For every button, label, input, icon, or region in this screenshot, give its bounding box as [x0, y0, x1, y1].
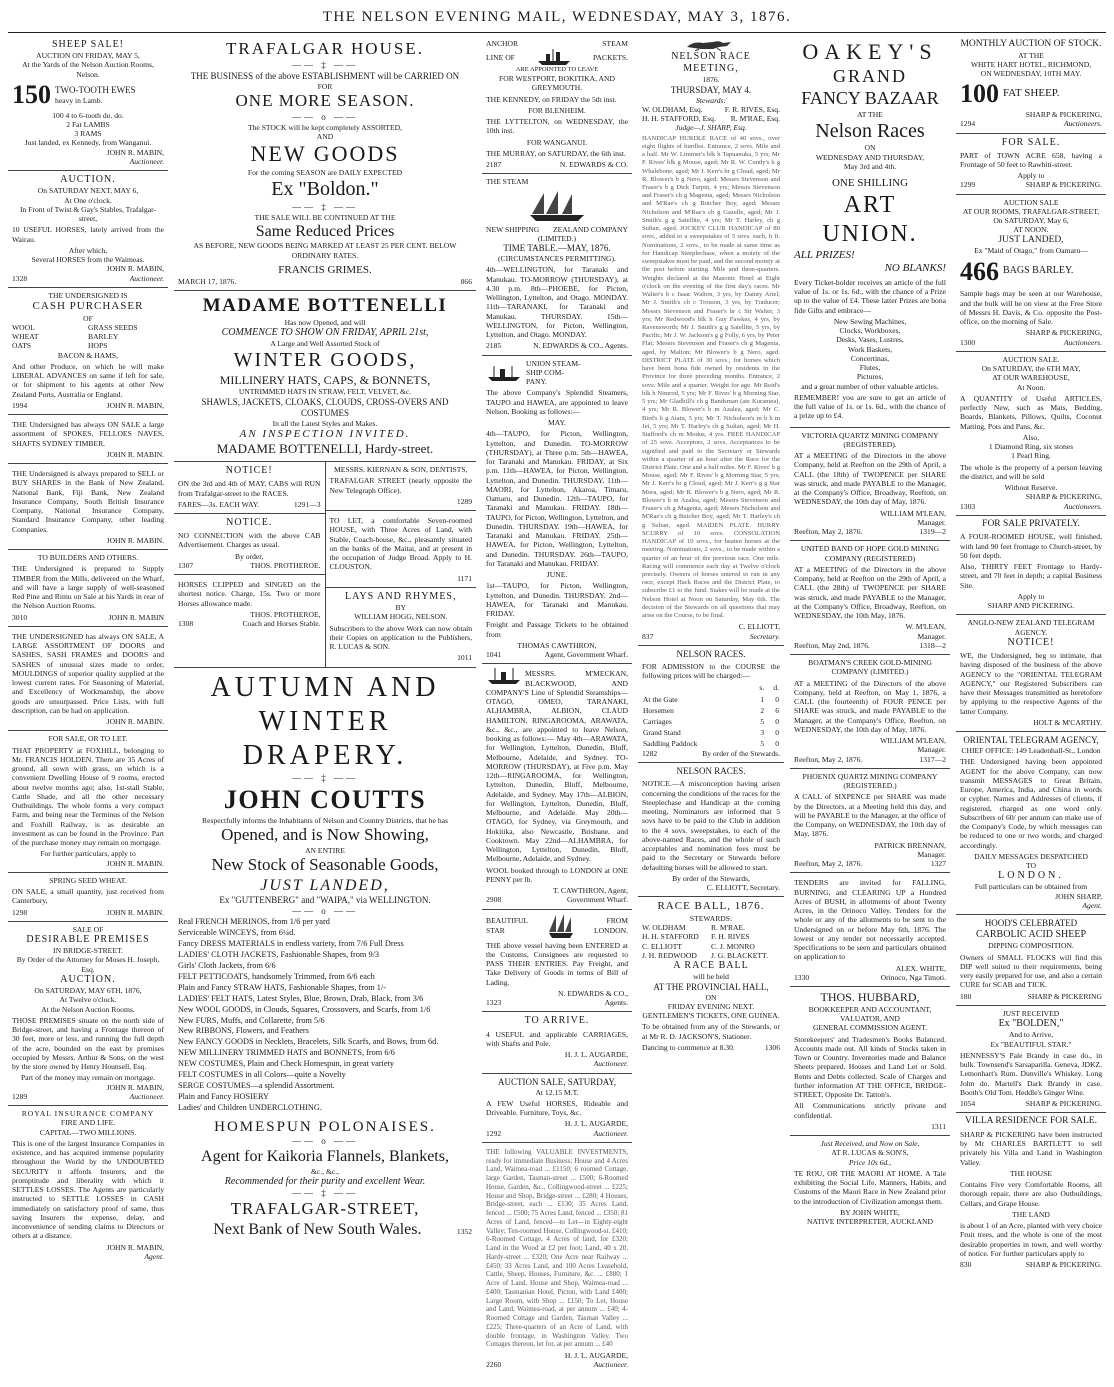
column-6 [956, 36, 1106, 1381]
ad-royal-insurance: ROYAL INSURANCE COMPANY FIRE AND LIFE. CAPITAL—TWO MILLIONS. This is one of the largest Insurance Companies in existence, and has acquired immense popularity throughout the World by the UNDOUBTED SECURITY it affords Insurers, and the promptitude and liberality with which it SETTLES LOSSES. The Agents are particularly instructed to SETTLE LOSSES in CASH immediately on satisfactory proof of same, thus saving Insurers the expense, delay, and inconvenience of sending claims to Directors or others at a distance. JOHN R. MABIN, Agent. [12, 1109, 164, 1261]
ornament-divider: —— ‡ —— [292, 59, 358, 70]
steamship-icon [486, 667, 522, 685]
ad-seed-wheat: SPRING SEED WHEAT. ON SALE, a small quantity, just received from Canterbury, 1298 JOHN R. MABIN. [8, 873, 168, 922]
ad-auction-horses: AUCTION. On SATURDAY NEXT, MAY 6, At One o'clock. In Front of Twist & Gay's Stables, Trafalgar-street, 10 USEFUL HORSES, lately arrived from the Wairau. After which, Several HORSES from the Waimeas. JOHN R. MABIN, 1328 Auctioneer. [8, 171, 168, 288]
ad-notice-cabs: NOTICE! ON the 3rd and 4th of MAY, CABS will RUN from Trafalgar-street to the RACES. FARES—3s. EACH WAY. 1291—3 [174, 462, 325, 514]
ad-beautiful-star: BEAUTIFUL STAR FROM LONDON. THE above vessel having been ENTERED at the Customs, Consignees are requested to PASS THEIR ENTRIES. Pay Freight, and Take Delivery of Goods in terms of Bill of Lading. N. EDWARDS & CO., 1323 Agents. [482, 910, 632, 1013]
column-4 [638, 36, 784, 1381]
ad-oakeys-bazaar: OAKEY'S GRAND FANCY BAZAAR AT THE Nelson Races ON WEDNESDAY AND THURSDAY, May 3rd and 4th. ONE SHILLING ART UNION. ALL PRIZES! NO BLANKS! Every Ticket-holder receives an article of the full value of 1s. or 1s. 6d., with the chance of a Prize up to the value of £4. These latter Prizes are bona fide Gifts and embrace— New Sewing Machines, Clocks, Workboxes, Desks, Vases, Lustres, Work Baskets, Concertinas, Flutes, Pictures, and a great number of other valuable articles. REMEMBER! you are sure to get an article of the full value of 1s. or 1s. 6d., with the chance of a prize up to £4. [790, 36, 950, 428]
ad-john-coutts: AUTUMN AND WINTER DRAPERY. —— ‡ —— JOHN COUTTS Respectfully informs the Inhabitants of Nelson and Country Districts, that he has Opened, and is Now Showing, AN ENTIRE New Stock of Seasonable Goods, JUST LANDED, Ex "GUTTENBERG" and "WAIPA," via WELLINGTON. —— o —— Real FRENCH MERINOS, from 1/6 per yard Serviceable WINCEYS, from 6¼d. Fancy DRESS MATERIALS in endless variety, from 7/6 Full Dress LADIES' CLOTH JACKETS, Fashionable Shapes, from 9/3 Girls' Cloth Jackets, from 6/6 FELT PETTICOATS, handsomely Trimmed, from 6/6 each Plain and Fancy STRAW HATS, Fashionable Shapes, from 1/- LADIES' FELT HATS, Latest Styles, Blue, Brown, Drab, Black, from 3/6 New WOOL GOODS, in Clouds, Squares, Crossovers, and Scarfs, from 1/6 New FURS, Muffs, and Collarette, from 5/6 New RIBBONS, Flowers, and Feathers New FANCY GOODS in Necklets, Bracelets, Silk Scarfs, and Bows, from 6d. NEW MILLINERY TRIMMED HATS and BONNETS, from 6/6 NEW COSTUMES, Plain and Check Homespun, in great variety FELT COSTUMES in all Colors—quite a Novelty SERGE COSTUMES—a splendid Assortment. Plain and Fancy HOSIERY Ladies' and Children UNDERCLOTHING. HOMESPUN POLONAISES. —— o —— Agent for Kaikoria Flannels, Blankets, &c., &c., Recommended for their purity and excellent Wear. —— ‡ —— TRAFALGAR-STREET, Next Bank of New South Wales. 1352 [178, 671, 472, 1238]
ad-auction-saturday: AUCTION SALE, SATURDAY, At 12.15 M.T. A FEW Useful HORSES, Rideable and Driveable. Furniture, Toys, &c. H. J. L. AUGARDE, 1292 Auctioneer. [482, 1074, 632, 1143]
masthead: THE NELSON EVENING MAIL, WEDNESDAY, MAY 3, 1876. [322, 9, 792, 25]
ad-boatmans-creek: BOATMAN'S CREEK GOLD-MINING COMPANY (LIMITED.) AT a MEETING of the Directors of the above Company, held at Reefton, on May 1, 1876, a CALL (the fourteenth) of FOUR PENCE per SHARE was struck, and made PAYABLE to the Manager, at the Company's Office, Reefton, on WEDNESDAY, the 10th day of May, 1876. WILLIAM M'LEAN, Manager. Reefton, May 2, 1876. 1317—2 [790, 655, 950, 769]
ad-sheep-sale: SHEEP SALE! AUCTION ON FRIDAY, MAY 5, At the Yards of the Nelson Auction Rooms, Nelson. 150 TWO-TOOTH EWES heavy in Lamb. 100 4 to 6-tooth do. do. 2 Fat LAMBS 3 RAMS Just landed, ex Kennedy, from Wanganui. JOHN R. MABIN, Auctioneer. [8, 36, 168, 171]
ornament-divider: —— o —— [292, 906, 358, 917]
ad-race-notice: NELSON RACES. NOTICE.—A misconception having arisen concerning the conditions of the races for the Steeplechase and Handicap at the coming meeting, Nominators are informed that 5 sovs have to be paid to the Club in addition to the 4 sovs. sweepstakes, to each of the above-named Races, and the whole of such acceptables and nomination fees must be paid to the Secretary or Stewards before defaulting horses will be allowed to start. By order of the Stewards, C. ELLIOTT, Secretary. [638, 763, 784, 897]
ornament-divider: —— o —— [292, 111, 358, 122]
ad-mmeckan: MESSRS. M'MECKAN, BLACKWOOD, AND COMPANY'S Line of Splendid Steamships—OTAGO, OMEO, TARANAKI, ALHAMBRA, ALBION, CLAUD HAMILTON, RINGAROOMA, ARAWATA, &c., &c., are appointed to leave Nelson, booking as follows:— May 4th—ARAWATA, for Wellington, Lyttelton, Dunedin, Bluff, Melbourne, Adelaide, and Sydney. TO-MORROW (THURSDAY), at Five p.m. May 12th—RINGAROOMA, for Wellington, Lyttelton, Dunedin, Bluff, Melbourne, Adelaide, and Sydney. May 17th—ALBION, for Wellington, Lyttelton, Dunedin, Bluff, Melbourne, and Adelaide. May 20th—OTAGO, for Sydney, via Greymouth, and Hokitika, also Newcastle, Brisbane, and Cooktown. May 22nd—ALHAMBRA, for Wellington, Lyttelton, Dunedin, Bluff, Melbourne, Adelaide, and Sydney. WOOL booked through to LONDON at ONE PENNY per lb. T. CAWTHRON, Agent, 2908 Government Wharf. [482, 664, 632, 909]
ornament-divider: —— ‡ —— [292, 772, 358, 783]
table-row: Horsemen 2 6 [643, 705, 779, 715]
ad-shares: THE Undersigned is always prepared to SELL or BUY SHARES in the Bank of New Zealand, National Bank, Fiji Bank, New Zealand Insurance Company, South British Insurance Company, National Insurance Company, Standard Insurance Company, other leading Companies. JOHN R. MABIN. [8, 464, 168, 550]
ad-union-steamship: UNION STEAM- SHIP COM- PANY. The above Company's Splendid Steamers, TAUPO and HAWEA, are appointed to leave Nelson, Booking as follows:— MAY. 4th—TAUPO, for Picton, Wellington, Lyttelton, and Dunedin. TO-MORROW (THURSDAY), at Three p.m. 5th—HAWEA, for Taranaki and Manukau. FRIDAY, at Six p.m. 11th—HAWEA, for Picton, Wellington, Lyttelton, and Dunedin. THURSDAY. 11th—MAORI, for Lyttelton, Akaroa, Timaru, Oamaru, and Dunedin. 12th—TAUPO, for Taranaki and Manukau. FRIDAY. 18th—TAUPO, for Picton, Wellington, Lyttelton, and Dunedin. THURSDAY. 19th—HAWEA, for Taranaki and Manukau. FRIDAY. 25th—HAWEA, for Picton, Wellington, Lyttelton, and Dunedin. THURSDAY. 26th—TAUPO, for Taranaki and Manukau. FRIDAY. JUNE. 1st—TAUPO, for Picton, Wellington, Lyttelton, and Dunedin. THURSDAY. 2nd—HAWEA, for Taranaki and Manukau. FRIDAY. Freight and Passage Tickets to be obtained from THOMAS CAWTHRON, 1041 Agent, Government Wharf. [482, 356, 632, 665]
column-5 [790, 36, 950, 1381]
ad-anchor-line: ANCHOR STEAM LINE OF PACKETS. ARE APPOINTED TO LEAVE FOR WESTPORT, BOKITIKA, AND GREYMOUTH. THE KENNEDY, on FRIDAY the 5th inst. FOR BLENHEIM. THE LYTTELTON, on WEDNESDAY, the 10th inst. FOR WANGANUI. THE MURRAY, on SATURDAY, the 6th inst. 2187 N. EDWARDS & CO. [482, 36, 632, 174]
ad-title: SHEEP SALE! [51, 39, 125, 50]
column-1 [8, 36, 168, 1381]
table-row: At the Gate 1 0 [643, 694, 779, 704]
ad-tenders: TENDERS are invited for FALLING, BURNING, and CLEARING UP a Hundred Acres of BUSH, in allotments of about Twenty Acres, in the Orinoco Valley. Tenders for the whole or any of the allotments to be sent to the Undersigned on or before May 6th, 1876. The lowest or any tender not necessarily accepted. Specifications to be seen and particulars obtained on application to ALEX. WHITE, 1330 Orinoco, Nga Timoti. [790, 873, 950, 987]
ad-barley-auction: AUCTION SALE AT OUR ROOMS, TRAFALGAR-STREET, On SATURDAY, May 6, AT NOON. JUST LANDED, Ex "Maid of Otago," from Oamaru— 466 BAGS BARLEY. Sample bags may be seen at our Warehouse, and the bulk will be on view at the Free Store of Messrs H. Davis, & Co. opposite the Post-office, on the morning of Sale. SHARP & PICKERING, 1300 Auctioneers. [956, 195, 1106, 352]
ad-premises: SALE OF DESIRABLE PREMISES IN BRIDGE-STREET. By Order of the Attorney for Moses H. Joseph, Esq. AUCTION. On SATURDAY, MAY 6TH, 1876, At Twelve o'clock. At the Nelson Auction Rooms. THOSE PREMISES situate on the north side of Bridge-street, and having a Frontage thereon of 30 feet, more or less, and running the full depth of the acre, bounded on the east by premises occupied by Messrs. Arthur & Sons, on the west by the store owned by Henry Hounsell, Esq. Part of the money may remain on mortgage. JOHN R. MABIN, 1289 Auctioneer. [8, 922, 168, 1106]
ad-for-sale-privately: FOR SALE PRIVATELY. A FOUR-ROOMED HOUSE, well finished, with land 90 feet frontage to Church-street, by 50 feet depth. Also, THIRTY FEET Frontage to Hardy-street, and 70 feet in depth; a capital Business Site. Apply to SHARP AND PICKERING. [956, 516, 1106, 616]
ad-nz-shipping: THE STEAM NEW SHIPPING ZEALAND COMPANY (LIMITED.) TIME TABLE.—MAY, 1876. (CIRCUMSTANCES PERMITTING). 4th—WELLINGTON, for Taranaki and Manukau. TO-MORROW (THURSDAY), at 4.30 p.m. 8th—PHOEBE, for Picton, Wellington, Lyttelton, and Otago. MONDAY. 11th—TARANAKI, for Taranaki and Manukau. THURSDAY. 15th—WELLINGTON, for Picton, Wellington, Lyttelton, and Otago. MONDAY. 2185 N. EDWARDS & CO., Agents. [482, 174, 632, 355]
ad-trafalgar-house: TRAFALGAR HOUSE. —— ‡ —— THE BUSINESS of the above ESTABLISHMENT will be CARRIED ON FOR ONE MORE SEASON. —— o —— The STOCK will be kept completely ASSORTED, AND NEW GOODS For the coming SEASON are DAILY EXPECTED Ex "Boldon." —— ‡ —— THE SALE WILL BE CONTINUED AT THE Same Reduced Prices AS BEFORE, NEW GOODS BEING MARKED AT LEAST 25 PER CENT. BELOW ORDINARY RATES. FRANCIS GRIMES. MARCH 17, 1876. 866 [174, 36, 476, 291]
sailing-ship-icon [524, 189, 590, 223]
table-row: Saddling Paddock 5 0 [643, 739, 779, 749]
ornament-divider: —— ‡ —— [292, 201, 358, 212]
ad-investments: THE following VALUABLE INVESTMENTS, ready for immediate Business: House and 4 Acres Land, Waimea-road ... £1150; 6 roomed Cottage, large Garden, Tasman-street ... £500; 6-Roomed House, Garden, &c., Collingwood-street ... £225; House and Shop, Bridge-street ... £280; 4 Houses, Bridge-street, each ... £130; 35 Acres Land, fenced ... £500; 75 Acres Land, fenced ... £350; 81 Acres of Land, fenced—to Let—in Eighty-eight Valley; Ten-roomed House, Collingwood-st. £410; 6-Roomed Cottage, 4 Acres of land, for £320; Land in the Wood at £2 per foot; Land, 40 x 20, Hardy-street ... £320; One Acre near Railway ... £450; 33 Acres Land, and 100 Acres Leasehold, Cattle, Sheep, Houses, Furniture, &c. ... £800; 1 Acre of Land, House and Shop, Waimea-road ... £400; Tasmanian Hotel, Picton, with Land £400; Large Room, with Shop ... £150; To Let, House and Land, Waimea-road, at per annum ... £40; 4-Roomed Cottage and Garden, Tasman Valley ... £225; Three-quarters of an Acre of Land, with double frontage, in Washington Valley. Two Cottages thereon, let for, at per annum ... £40 H. J. L. AUGARDE, 2260 Auctioneer. [486, 1147, 628, 1370]
ad-foxhill: FOR SALE, OR TO LET. THAT PROPERTY at FOXHILL, belonging to Mr. FRANCIS HOLDEN. There are 35 Acres of ground, all sown with grass, on which is a convenient Dwelling House of 9 rooms, erected about twelve months ago; also, 1st-stall Stable, Cattle Shade, and all the other necessary Outbuildings. The whole forms a very compact Farm, and being near the Terminus of the Nelson and Foxhill Railway, is as desirable an investment as can be found in the Province. Part of the purchase money may remain on mortgage. For further particulars, apply to JOHN R. MABIN. [8, 731, 168, 873]
ad-race-ball: RACE BALL, 1876. STEWARDS: W. OLDHAM R. M'RAE. H. H. STAFFORD F. H. RIVES C. ELLIOTT C. J. MONRO J. H. REDWOOD J. G. BLACKETT. A RACE BALL will be held AT THE PROVINCIAL HALL, ON FRIDAY EVENING NEXT. GENTLEMEN'S TICKETS, ONE GUINEA. To be obtained from any of the Stewards, or at Mr R. D. JACKSON'S, Stationer. Dancing to commence at 8.30. 1306 [642, 900, 780, 1052]
admission-price-table: s. d. At the Gate 1 0 Horsemen 2 6 Carriages 5 0 Grand Stand 3 0 Saddling Paddock 5 0 [643, 683, 779, 749]
ad-notice-protheroe: NOTICE. NO CONNECTION with the above CAB Advertisement. Charges as usual. By order, 1307 THOS. PROTHEROE. [174, 514, 325, 575]
ad-victoria-mining: VICTORIA QUARTZ MINING COMPANY (REGISTERED). AT a MEETING of the Directors in the above Company, held at Reefton on the 29th of April, a CALL (the 18th) of TWOPENCE per SHARE was struck, and made PAYABLE to the Manager, at the Company's Office, Broadway, Reefton, on WEDNESDAY, the 10th day of May, 1876. WILLIAM M'LEAN, Manager. Reefton, May 2, 1876. 1319—2 [790, 428, 950, 542]
ad-band-of-hope: UNITED BAND OF HOPE GOLD MINING COMPANY (REGISTERED) AT a MEETING of the Directors in the above Company, held at Reefton on the 29th of April, a CALL (the 28th) of TWOPENCE per SHARE was struck, and made PAYABLE to the Manager, at the Company's Office, Broadway, Reefton, on WEDNESDAY, the 10th May, 1876. W. M'LEAN, Manager. Reefton, May 2nd, 1876. 1318—2 [790, 541, 950, 655]
ad-cash-purchaser: THE UNDERSIGNED IS CASH PURCHASER OF WOOL GRASS SEEDS WHEAT BARLEY OATS HOPS BACON & HAMS, And other Produce, on which he will make LIBERAL ADVANCES on same if left for sale, or for shipment to his agents at other New Zealand Ports, Australia or England. 1994 JOHN R. MABIN, [8, 288, 168, 415]
ornament-divider: —— ‡ —— [292, 1188, 358, 1199]
masthead-rule [8, 32, 1106, 33]
ad-builders: TO BUILDERS AND OTHERS. THE Undersigned is prepared to Supply TIMBER from the Mills, delivered on the Wharf, and will have a large supply of well-seasoned Red Pine and Rimu on Sale at his Yards in rear of the Nelson Auction Rooms. 3010 JOHN R. MABIN [8, 550, 168, 627]
ornament-divider: —— o —— [292, 1136, 358, 1147]
ad-horses-clipped: HORSES CLIPPED and SINGED on the shortest notice. Charge, 15s. Two or more Horses allowance made. THOS. PROTHEROE, 1308 Coach and Horses Stable. [178, 580, 321, 629]
ad-row-notices [174, 462, 476, 667]
ad-oriental-telegram: ORIENTAL TELEGRAM AGENCY, CHIEF OFFICE: 149 Leadenhall-St., London THE Undersigned having been appointed AGENT for the above Company, can now transmit MESSAGES to Great Britain, Europe, America, India, and China in words or cypher. Names and Addresses of clients, if registered, charged as one word only. Subscribers of 60/ per annum can make use of the Company's Code, by which messages can be reduced to one or two words, and charged accordingly. DAILY MESSAGES DESPATCHED TO LONDON. Full particulars can be obtained from JOHN SHARP, Agent. [956, 732, 1106, 915]
ad-madame-bottenelli: MADAME BOTTENELLI Has now Opened, and will COMMENCE TO SHOW ON FRIDAY, APRIL 21st, A Large and Well Assorted Stock of WINTER GOODS, MILLINERY HATS, CAPS, & BONNETS, UNTRIMMED HATS IN STRAW, FELT, VELVET, &c. SHAWLS, JACKETS, CLOAKS, CLOUDS, CROSS-OVERS AND COSTUMES In all the Latest Styles and Makes. AN INSPECTION INVITED. MADAME BOTTENELLI, Hardy-street. [174, 291, 476, 462]
ad-for-sale-town-acre: FOR SALE. PART of TOWN ACRE 658, having a Frontage of 50 feet to Rawhiti-street. Apply to 1299 SHARP & PICKERING. [956, 134, 1106, 195]
ad-race-admission: NELSON RACES. FOR ADMISSION to the COURSE the following prices will be charged:— s. d. At the Gate 1 0 Horsemen 2 6 Carriages 5 0 Grand Stand 3 0 Saddling Paddock 5 0 1282 By order of the Stewards. [638, 646, 784, 764]
ad-race-meeting: NELSON RACE MEETING, 1876. THURSDAY, MAY 4. Stewards: W. OLDHAM, Esq. F. R. RIVES, Esq. H. H. STAFFORD, Esq. R. M'RAE, Esq. Judge—J. SHARP, Esq. HANDICAP HURDLE RACE of 40 sovs., over eight flights of hurdles. Entrance, 2 sovs. Mile and a half. Mr W. Limmer's blk h Tapuanuka, 5 yrs; Mr F. Rives' blk g Mouse, aged; Mr R. W. Cundy's b g Whalebone, aged; Mr J. Kerr's br g Cloud, aged; Mr R. Blower's b g Nero, aged; Messrs Stevenson and Fraser's b g Dick Turpin, 4 yrs; Messrs Stevenson and Fraser's ch g Magenta, aged; Messrs Nicholson and M'Rae's ch g Butcher Boy, aged; Messrs Nicholson and M'Rae's ch g Gazelle, aged; Mr J. Smith's g g Satellite, 4 yrs; Mr T. Harley, ch g Sultan, aged. JOCKEY CLUB HANDICAP of 80 sovs., added to a sweepstakes of 5 sovs. each, h ft. Nominations, 2 sovs., to be made at same time as for Handicap Steeplechase, when a moiety of the sweepstakes must be paid, and the second moiety at the post before starting. Mile and three-quarters. Weights declared at the Masonic Hotel at Eight o'clock on the evening of the first day's races. Mr Walter's b c Isaac Walton, 3 yrs, by Dainty Ariel; Mr J. Smith's ch c Trosson, 3 yrs, by Traducer; Messrs Stevenson and Fraser's br c Sir Walter, 3 yrs; Mr Redwood's blk h Guy Fawkes, 4 yrs, by Ravensworth; Mr J. Smith's g g Satellite, 5 yrs, by Pacific; Mr J. W. Jackson's g g Folly, 6 yrs, by Peter Flat; Messrs Stevenson and Fraser's ch g Magenta, aged, by Malton; Mr Blower's b g Nero, aged. DISTRICT PLATE of 30 sovs., for horses which have been bona fide owned by residents in the Province for three preceding months. Entrance, 2 sovs. Mile and a quarter. Weight for age. Mr Reid's blk h Nimrod, 5 yrs; Mr F. Rives' b g Morning Star, 5 yrs; Mr Gladhill's ch g Bandsman (ate Kuramea), 4 yrs; Mr R. Blower's b m Azalea, aged; Mr C. Bird's b g Atatu, 5 yrs; Mr T. Nicholson's m b h m Jet, 5 yrs; Mr T. Harley's ch g Sultan, aged; Mr H. Stafford's ch m Modus, 4 yrs. FREE HANDICAP of 25 sovs. Acceptors, 2 sovs. Acceptances to be signified and paid to the Secretary or Stewards within a quarter of an hour after the Race for the District Plate. One and a half miles. Mr F. Rives' b g Mouse, aged; Mr F. Rives' b g Morning Star, 5 yrs; Mr J. Kerr's br g Cloud, aged; Mr J. Kerr's g g Star Mora, aged; Mr R. Blower's b g Nero, aged; Mr R. Blower's b m Azalea, aged; Messrs Stevenson and Fraser's ch g Magenta, aged; Messrs Nicholson and M'Rae's ch g Butcher Boy, aged; Mr T. Harley's ch g Sultan, aged. MAIDEN PLATE. HURRY SCURRY of 10 sovs. CONSOLATION HANDICAP of 10 sovs., for beaten horses at the meeting. Nominations, 2 sovs., to be made within a quarter of an hour of the previous race. One mile. Racing will commence each day at Twelve o'clock precisely. Owners of horses entered to run in any race, except Hack Races and the District Plate, to subscribe £1 to the fund. Stakes will be made at the Nelson Hotel at Noon on Saturday, May 6th. The decision of the Stewards on all questions that may arise on the Course, to be final. C. ELLIOTT, 837 Secretary. [638, 36, 784, 646]
racehorse-icon [683, 39, 739, 51]
ad-dentists: MESSRS. KIERNAN & SON, DENTISTS, TRAFALGAR STREET (nearly opposite the New Telegraph Office). 1289 [326, 462, 477, 511]
steamship-icon [486, 364, 522, 382]
ad-maori-at-home: Just Received, and Now on Sale, AT R. LUCAS & SON'S, Price 10s 6d., TE ROU, OR THE MAORI AT HOME. A Tale exhibiting the Social Life, Manners, Habits, and Customs of the Maori Race in New Zealand prior to the introduction of Civilization amongst them. BY JOHN WHITE, NATIVE INTERPRETER, AUCKLAND [794, 1139, 946, 1226]
ad-lays-rhymes: LAYS AND RHYMES, BY WILLIAM HOGG, NELSON. Subscribers to the above Work can now obtain their Copies on application to the Publishers, R. LUCAS & SON. 1011 [329, 590, 472, 663]
ad-to-arrive: TO ARRIVE. 4 USEFUL and applicable CARRIAGES, with Shafts and Pole. H. J. L. AUGARDE, Auctioneer. [482, 1012, 632, 1073]
table-row: Carriages 5 0 [643, 716, 779, 726]
ad-phoenix-mining: PHOENIX QUARTZ MINING COMPANY (REGISTERED.) A CALL of SIXPENCE per SHARE was made by the Directors, at a Meeting held this day, and will be PAYABLE to the Manager, at the office of the Company, on WEDNESDAY, the 10th day of May, 1876. PATRICK BRENNAN, Manager. Reefton, May 2, 1876. 1327 [790, 769, 950, 874]
ad-spokes: THE Undersigned has always ON SALE a large assortment of SPOKES, FELLOES NAVES, SHAFTS SYDNEY TIMBER. JOHN R. MABIN. [8, 415, 168, 464]
ad-anglo-telegram: ANGLO-NEW ZEALAND TELEGRAM AGENCY. NOTICE! WE, the Undersigned, beg to intimate, that having disposed of the business of the above AGENCY to the "ORIENTAL TELEGRAM AGENCY," our Registered Subscribers can have their Messages transmitted as heretofore by applying to the respective Agents of the latter Company. HOLT & M'CARTHY. [956, 615, 1106, 732]
table-row: Grand Stand 3 0 [643, 727, 779, 737]
ad-carbolic-dip: HOOD'S CELEBRATED CARBOLIC ACID SHEEP DIPPING COMPOSITION. Owners of SMALL FLOCKS will find this DIP well suited to their requirements, being very easily prepared for use, and also a certain CURE for SCAB and TICK. 180 SHARP & PICKERING [956, 915, 1106, 1006]
ad-doors-sashes: THE UNDERSIGNED has always ON SALE, A LARGE ASSORTMENT OF DOORS and SASHES, SASH FRAMES and DOORS and SASHES of unusual sizes made to order, MOULDINGS of superior quality supplied at the lowest current rates. For Seasoning of Material, and Excellency of Workmanship, the above goods are unsurpassed. Price Lists, with full description, can be had on application. JOHN R. MABIN. [8, 627, 168, 732]
ad-just-received: JUST RECEIVED Ex "BOLDEN," And to Arrive, Ex "BEAUTIFUL STAR." HENNESSY'S Pale Brandy in case do., in bulk. Townsend's Sarsaparilla. Geneva, JDKZ. Lemonhart's Rum. Dunville's Whiskey. Long John do. Martell's Dark Brandy in case. Booth's Old Tom. Heddle's Ginger Wine. 1054 SHARP & PICKERING. [956, 1006, 1106, 1113]
steamship-icon [536, 48, 572, 66]
ad-to-let: TO LET, a comfortable Seven-roomed HOUSE, with Three Acres of Land, with Stable, Coach-house, &c., pleasantly situated on the banks of the Maitai, and at present in the occupation of Judge Broad. Apply to H. CLOUSTON. 1171 [326, 511, 477, 588]
column-3 [482, 36, 632, 1381]
ad-villa-residence: VILLA RESIDENCE FOR SALE. SHARP & PICKERING have been instructed by Mr CHARLES BARTLETT to sell privately his Villa and Land in Washington Valley. THE HOUSE Contains Five very Comfortable Rooms, all thorough repair, there are also Outbuildings, Cellars, and Grape House. THE LAND is about 1 of an Acre, planted with very choice Fruit trees, and the whole is one of the most desirable properties in town, and well worthy of notice. For further particulars apply to 830 SHARP & PICKERING. [960, 1116, 1102, 1270]
ad-warehouse-auction: AUCTION SALE. On SATURDAY, the 6TH MAY, AT OUR WAREHOUSE, At Noon. A QUANTITY of Useful ARTICLES, perfectly New, such as Mats, Bedding, Boards, Blankets, Pillows, Quilts, Coconut Matting, Pots and Pans, &c. Also, 1 Diamond Ring, six stones 1 Pearl Ring. The whole is the property of a person leaving the district, and will be sold Without Reserve. SHARP & PICKERING, 1303 Auctioneers. [956, 352, 1106, 516]
ad-thos-hubbard: THOS. HUBBARD, BOOKKEEPER AND ACCOUNTANT, VALUATOR, AND GENERAL COMMISSION AGENT. Storekeepers' and Tradesmen's Books Balanced. Accounts made out. All kinds of Stocks taken in Town or Country. Inventories made and Balance Sheets prepared. Houses and Land Let or Sold. Rents and Debts collected. Scale of Charges and further information AT THE OFFICE, BRIDGE-STREET, Opposite Dr. Tatton's. All Communications strictly private and confidential. 1311 [790, 987, 950, 1136]
ad-monthly-auction: MONTHLY AUCTION OF STOCK. AT THE WHITE HART HOTEL, RICHMOND, ON WEDNESDAY, 10TH MAY. 100 FAT SHEEP. SHARP & PICKERING, 1294 Auctioneers. [956, 36, 1106, 134]
sailing-ship-icon [546, 913, 576, 939]
column-2 [174, 36, 476, 1381]
